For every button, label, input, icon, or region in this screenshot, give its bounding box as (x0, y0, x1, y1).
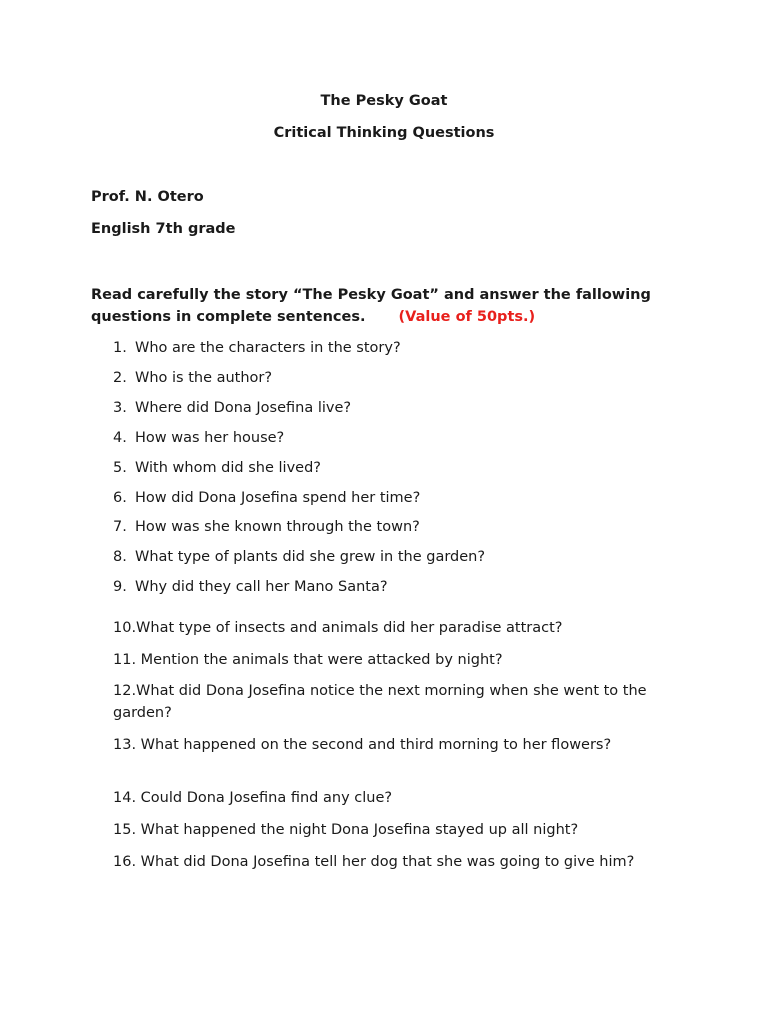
question-number: 7. (113, 519, 127, 535)
question-item: 12.What did Dona Josefina notice the next morning when she went to the garden? (113, 683, 647, 721)
question-item: 13. What happened on the second and third morning to her flowers? (113, 737, 612, 753)
instructions-text: Read carefully the story “The Pesky Goat” and answer the fallowing questions in complete sentences. (91, 287, 651, 325)
question-text: How was she known through the town? (135, 519, 420, 535)
question-number: 9. (113, 579, 127, 595)
question-number: 2. (113, 370, 127, 386)
question-item: 15. What happened the night Dona Josefina stayed up all night? (113, 822, 579, 838)
question-number: 3. (113, 400, 127, 416)
question-text: Who is the author? (135, 370, 273, 386)
question-text: Where did Dona Josefina live? (135, 400, 352, 416)
question-text: How was her house? (135, 430, 285, 446)
question-text: Who are the characters in the story? (135, 340, 401, 356)
question-number: 5. (113, 460, 127, 476)
teacher-name: Prof. N. Otero (91, 189, 204, 205)
question-number: 6. (113, 490, 127, 506)
question-text: With whom did she lived? (135, 460, 321, 476)
question-item: 16. What did Dona Josefina tell her dog that she was going to give him? (113, 854, 635, 870)
question-item: 11. Mention the animals that were attacked by night? (113, 652, 503, 668)
question-text: Why did they call her Mano Santa? (135, 579, 388, 595)
question-number: 1. (113, 340, 127, 356)
course-name: English 7th grade (91, 221, 236, 237)
points-value: (Value of 50pts.) (398, 309, 536, 325)
question-item: 10.What type of insects and animals did her paradise attract? (113, 620, 563, 636)
question-text: How did Dona Josefina spend her time? (135, 490, 421, 506)
instructions-paragraph (91, 284, 691, 328)
question-number: 8. (113, 549, 127, 565)
question-text: What type of plants did she grew in the garden? (135, 549, 486, 565)
document-title: The Pesky Goat (320, 93, 448, 109)
question-number: 4. (113, 430, 127, 446)
question-item: 14. Could Dona Josefina find any clue? (113, 790, 393, 806)
document-subtitle: Critical Thinking Questions (273, 125, 495, 141)
